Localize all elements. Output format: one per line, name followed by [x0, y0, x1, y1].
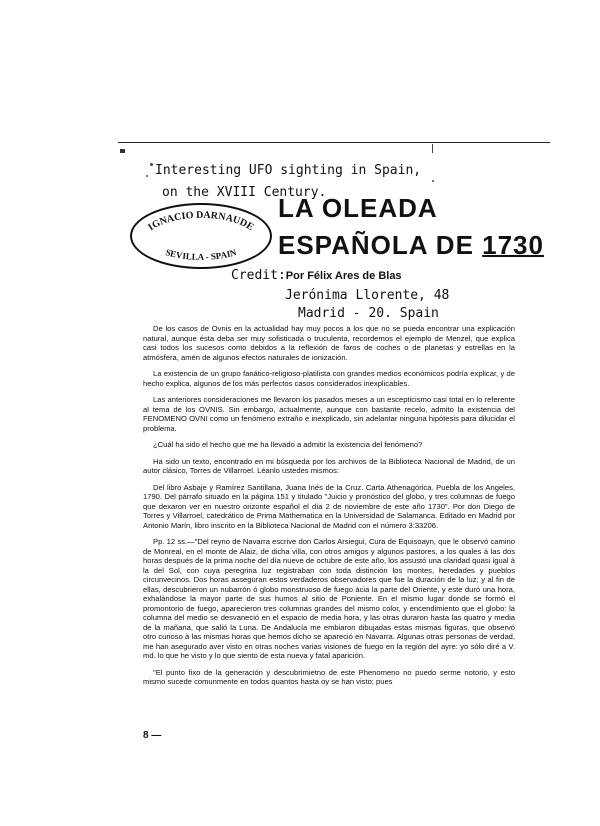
typewritten-line-2: on the XVIII Century.: [162, 185, 327, 200]
scan-mark: [120, 149, 125, 153]
credit-line: [231, 268, 402, 283]
paragraph: La existencia de un grupo fanático-religioso-platilista con grandes medios económicos podría explicar, y de hecho explica, algunos de los más perfectos casos considerados inexplicables.: [143, 369, 515, 388]
paragraph: Del libro Asbaje y Ramírez Santillana, Juana Inés de la Cruz. Carta Athenagórica. Puebla de los Angeles, 1790. Del párrafo situado en la página 151 y titulado "Juicio y pronóstico del globo, y tres columnas de fuego que dexaron ver en nuestro orizonte español el día 2 de noviembre de este año 1730". Por don Diego de Torres y Villarroel, catedrático de Prima Mathematica en la Universidad de Salamanca. Editado en Madrid por Antonio Marín, libro inscrito en la Biblioteca Nacional de Madrid con el número 3:33206.: [143, 482, 515, 530]
headline-line-1: LA OLEADA: [278, 193, 438, 223]
article-body: [143, 324, 515, 694]
typewritten-line-1: Interesting UFO sighting in Spain,: [155, 163, 422, 178]
stamp-bottom-text: SEVILLA - SPAIN: [164, 247, 238, 262]
page-number: 8 —: [143, 730, 162, 741]
headline-line-2: [278, 230, 544, 261]
credit-label: Credit:: [231, 268, 286, 283]
ink-speck: [146, 175, 148, 177]
headline-year: 1730: [482, 230, 544, 260]
address-line-1: Jerónima Llorente, 48: [285, 288, 450, 303]
address-line-2: Madrid - 20. Spain: [298, 306, 439, 321]
ink-speck: [432, 180, 434, 182]
paragraph: De los casos de Ovnis en la actualidad hay muy pocos a los que no se pueda encontrar una explicación natural, aunque ésta deba ser muy sofisticada o truculenta, recordemos el ejemplo de Menzel, que explica casi todos los sucesos como debidos a la reflexión de faros de coches o de planetas y estrellas en la atmósfera, amén de algunos efectos naturales de ionización.: [143, 324, 515, 362]
ink-speck: [150, 163, 153, 166]
scan-tick: [432, 144, 433, 153]
rubber-stamp: [130, 203, 272, 269]
header-rule: [118, 142, 550, 143]
stamp-graphic: [132, 205, 270, 267]
credit-author: Por Félix Ares de Blas: [285, 270, 402, 282]
paragraph: Las anteriores consideraciones me llevaron los pasados meses a un escepticismo casi total en lo referente al tema de los OVNIS. Sin embargo, actualmente, aunque con bastante recelo, admito la existencia del FENOMENO OVNI como un fenómeno extraño e inexplicado, sin adelantar ninguna hipótesis para dilucidar el problema.: [143, 395, 515, 433]
headline-prefix: ESPAÑOLA DE: [278, 230, 483, 260]
paragraph: Ha sido un texto, encontrado en mi búsqueda por los archivos de la Biblioteca Nacional de Madrid, de un autor clásico, Torres de Villarroel. Léanlo ustedes mismos:: [143, 456, 515, 475]
paragraph: ¿Cuál ha sido el hecho que me ha llevado a admitir la existencia del fenómeno?: [153, 440, 423, 449]
paragraph: Pp. 12 ss.—"Del reyno de Navarra escrive don Carlos Arsiegui, Cura de Equisoayn, que le observó camino de Monreal, en el monte de Alaiz, de dicha villa, con otros amigos y algunos pastores, a los quales à las dos horas después de la prima noche del día nueve de octubre de este año, los assustó una claridad quasi igual à la del Sol, con cuya peregrina luz registraban con toda distinción los montes, heredades y pueblos circunvecinos. Dos horas asseguran estos verdaderos observadores que fue la duración de la luz; y al fin de ellas, descubrieron un nubarrón ó globo monstruoso de fuego àcia la parte del Oriente, y este duró una hora, exhalándose la mayor parte de sus humos al sitio de Poniente. En el mismo lugar donde se formó el promontorio de fuego, aparecieron tres columnas grandes del mismo color, y encendimiento que el globo: la columna del medio se desvaneció en el espacio de media hora, y las otras duraron hasta las quatro y media de la mañana, que salió la Luna. De Andalucía me embiaron dibujadas estas mismas figuras, que observó otro curioso à las mismas horas que hemos dicho se apareció en Navarra. Algunas otras personas de verdad, me han asegurado aver visto en otras noches varias visiones de fuego en la región del ayre: yo sólo diré a V. md. lo que he visto y lo que siento de esta nueva y fatal aparición.: [143, 537, 515, 660]
stamp-top-text: IGNACIO DARNAUDE: [146, 209, 256, 234]
paragraph: "El punto fixo de la generación y descubrimietno de este Phenomeno no puedo serme notorio, y esto mismo sucede comunmente en todos quantos hasta oy se han visto; pues: [143, 667, 515, 686]
